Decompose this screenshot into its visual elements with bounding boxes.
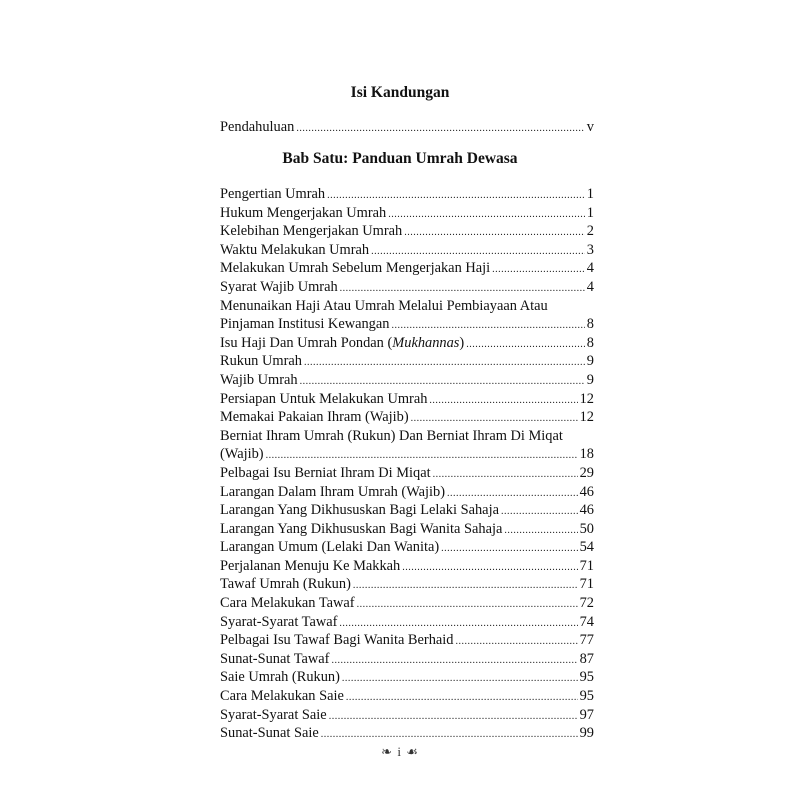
toc-entry-label [220, 241, 369, 260]
toc-entry[interactable] [220, 222, 594, 241]
toc-entry[interactable] [220, 445, 594, 464]
toc-entry-label-italic: Mukhannas [392, 334, 460, 351]
chapter-heading: Bab Satu: Panduan Umrah Dewasa [282, 150, 518, 167]
toc-entry-label [220, 185, 325, 204]
toc-entry-page: 4 [586, 260, 594, 277]
toc-entry-page: 97 [579, 706, 594, 723]
toc-entry-label-text: (Wajib) [220, 446, 264, 463]
dot-leader [357, 596, 578, 615]
toc-entry-label [220, 650, 329, 669]
toc-entry-label-text: Hukum Mengerjakan Umrah [220, 204, 387, 221]
toc-entry-label [220, 575, 351, 594]
toc-entry-page: 12 [579, 409, 594, 426]
dot-leader [342, 670, 578, 689]
toc-entry[interactable] [220, 613, 594, 632]
toc-entry-page: 9 [586, 353, 594, 370]
toc-entry[interactable] [220, 185, 594, 204]
toc-entry[interactable] [220, 204, 594, 223]
toc-entry-label-text: Sunat-Sunat Saie [220, 725, 319, 742]
toc-entry-label: Pendahuluan [220, 119, 295, 135]
toc-entry[interactable] [220, 483, 594, 502]
toc-title: Isi Kandungan [350, 84, 450, 101]
toc-entry-pendahuluan[interactable] [220, 118, 594, 137]
dot-leader [433, 466, 578, 485]
toc-entry-label-text: Pinjaman Institusi Kewangan [220, 316, 390, 333]
dot-leader [346, 689, 578, 708]
toc-entry[interactable] [220, 390, 594, 409]
page-number-roman: i [397, 744, 402, 759]
toc-entry-label-text: Memakai Pakaian Ihram (Wajib) [220, 409, 409, 426]
toc-entry[interactable] [220, 259, 594, 278]
toc-entry-page: 9 [586, 371, 594, 388]
toc-entry-page: 8 [586, 316, 594, 333]
toc-entry-page: 1 [586, 204, 594, 221]
toc-entry-page: 2 [586, 223, 594, 240]
dot-leader [296, 120, 584, 139]
toc-entry-label [220, 464, 431, 483]
toc-entry-label-text: Pengertian Umrah [220, 186, 326, 202]
toc-entry[interactable] [220, 334, 594, 353]
toc-entry-label-text: Cara Melakukan Saie [220, 688, 344, 705]
toc-entry-label-text: Pelbagai Isu Tawaf Bagi Wanita Berhaid [220, 632, 454, 649]
toc-entry-label [220, 538, 439, 557]
toc-entry-first-line[interactable]: Menunaikan Haji Atau Umrah Melalui Pembiayaan Atau [220, 297, 548, 314]
toc-entry-label [220, 334, 464, 353]
toc-entry[interactable] [220, 650, 594, 669]
dot-leader [331, 652, 577, 671]
toc-entry-label [220, 520, 502, 539]
toc-entry-label [220, 315, 389, 334]
toc-entry-label [220, 445, 264, 464]
toc-entry-page: 4 [586, 278, 594, 295]
dot-leader [492, 261, 585, 280]
toc-entry-label [220, 706, 327, 725]
toc-entry-page: 1 [586, 186, 594, 202]
dot-leader [340, 280, 585, 299]
toc-entry-page: 12 [579, 390, 594, 407]
dot-leader [304, 354, 585, 373]
toc-entry-label-text: Syarat-Syarat Saie [220, 706, 327, 723]
toc-entry-page: 3 [586, 241, 594, 258]
toc-entry-label [220, 501, 499, 520]
toc-entry-page: 50 [579, 520, 594, 537]
toc-entry[interactable] [220, 520, 594, 539]
toc-list [220, 185, 594, 743]
toc-entry-label [220, 259, 490, 278]
toc-entry-label-text: Persiapan Untuk Melakukan Umrah [220, 390, 428, 407]
toc-entry-page: 18 [579, 446, 594, 463]
toc-entry-label [220, 408, 409, 427]
toc-entry-label-text: Perjalanan Menuju Ke Makkah [220, 557, 401, 574]
toc-entry-label [220, 594, 355, 613]
toc-entry-label-suffix: ) [459, 334, 465, 351]
toc-entry[interactable] [220, 352, 594, 371]
ornament-left-icon: ❧ [381, 744, 394, 759]
toc-entry[interactable] [220, 278, 594, 297]
toc-entry[interactable] [220, 371, 594, 390]
toc-entry[interactable] [220, 408, 594, 427]
toc-entry-label-text: Wajib Umrah [220, 371, 298, 388]
dot-leader [429, 392, 577, 411]
toc-entry-label-text: Waktu Melakukan Umrah [220, 241, 370, 258]
toc-entry-label-text: Rukun Umrah [220, 353, 302, 370]
dot-leader [504, 522, 577, 541]
toc-entry-page: 99 [579, 725, 594, 742]
toc-entry[interactable] [220, 687, 594, 706]
toc-entry-label-text: Pelbagai Isu Berniat Ihram Di Miqat [220, 464, 431, 481]
toc-entry-page: 8 [586, 334, 594, 351]
toc-entry[interactable] [220, 538, 594, 557]
toc-entry-page: 74 [579, 613, 594, 630]
dot-leader [321, 726, 578, 745]
toc-entry-page: 46 [579, 502, 594, 519]
ornament-right-icon: ☙ [406, 744, 419, 759]
toc-entry-label-text: Tawaf Umrah (Rukun) [220, 576, 351, 593]
toc-entry-page: 71 [579, 576, 594, 593]
toc-entry-label [220, 613, 337, 632]
dot-leader [455, 633, 577, 652]
toc-entry-label-text: Larangan Yang Dikhususkan Bagi Wanita Sahaja [220, 520, 503, 537]
toc-entry-label-text: Sunat-Sunat Tawaf [220, 650, 330, 667]
toc-entry-label-text: Melakukan Umrah Sebelum Mengerjakan Haji [220, 260, 491, 277]
toc-entry-label [220, 390, 427, 409]
toc-entry-label-text: Syarat Wajib Umrah [220, 278, 338, 295]
toc-entry-label [220, 222, 402, 241]
toc-entry-page: 95 [579, 669, 594, 686]
toc-entry[interactable] [220, 631, 594, 650]
toc-entry-label-text: Cara Melakukan Tawaf [220, 595, 355, 612]
toc-entry-page: 54 [579, 539, 594, 556]
toc-entry[interactable] [220, 724, 594, 743]
toc-entry[interactable] [220, 668, 594, 687]
dot-leader [411, 410, 578, 429]
toc-entry-label-text: Isu Haji Dan Umrah Pondan ( [220, 334, 393, 351]
toc-entry-page: 72 [579, 595, 594, 612]
toc-entry-label [220, 483, 445, 502]
toc-entry-page: 95 [579, 688, 594, 705]
dot-leader [329, 708, 578, 727]
toc-entry-page: 77 [579, 632, 594, 649]
toc-entry-label-text: Saie Umrah (Rukun) [220, 669, 340, 686]
toc-entry-label [220, 557, 400, 576]
toc-entry-page: 46 [579, 483, 594, 500]
toc-entry-label [220, 687, 344, 706]
dot-leader [466, 336, 585, 355]
toc-entry-label [220, 631, 453, 650]
toc-entry[interactable] [220, 575, 594, 594]
toc-entry[interactable] [220, 557, 594, 576]
toc-entry-page: 71 [579, 557, 594, 574]
toc-entry[interactable] [220, 315, 594, 334]
dot-leader [402, 559, 577, 578]
toc-entry-page: 87 [579, 650, 594, 667]
toc-entry[interactable] [220, 501, 594, 520]
toc-entry[interactable] [220, 464, 594, 483]
dot-leader [404, 224, 585, 243]
toc-entry-label [220, 668, 340, 687]
dot-leader [501, 503, 578, 522]
toc-entry-label [220, 352, 302, 371]
toc-entry-label [220, 371, 298, 390]
toc-entry-label-text: Kelebihan Mengerjakan Umrah [220, 223, 403, 240]
toc-entry-page: 29 [579, 464, 594, 481]
toc-entry[interactable] [220, 241, 594, 260]
toc-entry-label [220, 724, 319, 743]
dot-leader [388, 206, 585, 225]
dot-leader [353, 577, 578, 596]
toc-entry[interactable] [220, 594, 594, 613]
toc-entry-label-text: Larangan Yang Dikhususkan Bagi Lelaki Sahaja [220, 502, 499, 519]
dot-leader [441, 540, 577, 559]
page-footer [0, 744, 800, 760]
toc-entry-first-line[interactable]: Berniat Ihram Umrah (Rukun) Dan Berniat Ihram Di Miqat [220, 427, 563, 444]
toc-entry-label [220, 204, 386, 223]
toc-entry-page: v [586, 119, 594, 135]
toc-entry-label [220, 278, 338, 297]
toc-entry-label-text: Larangan Dalam Ihram Umrah (Wajib) [220, 483, 445, 500]
toc-entry-label-text: Larangan Umum (Lelaki Dan Wanita) [220, 539, 440, 556]
toc-entry[interactable] [220, 706, 594, 725]
toc-entry-label-text: Syarat-Syarat Tawaf [220, 613, 338, 630]
